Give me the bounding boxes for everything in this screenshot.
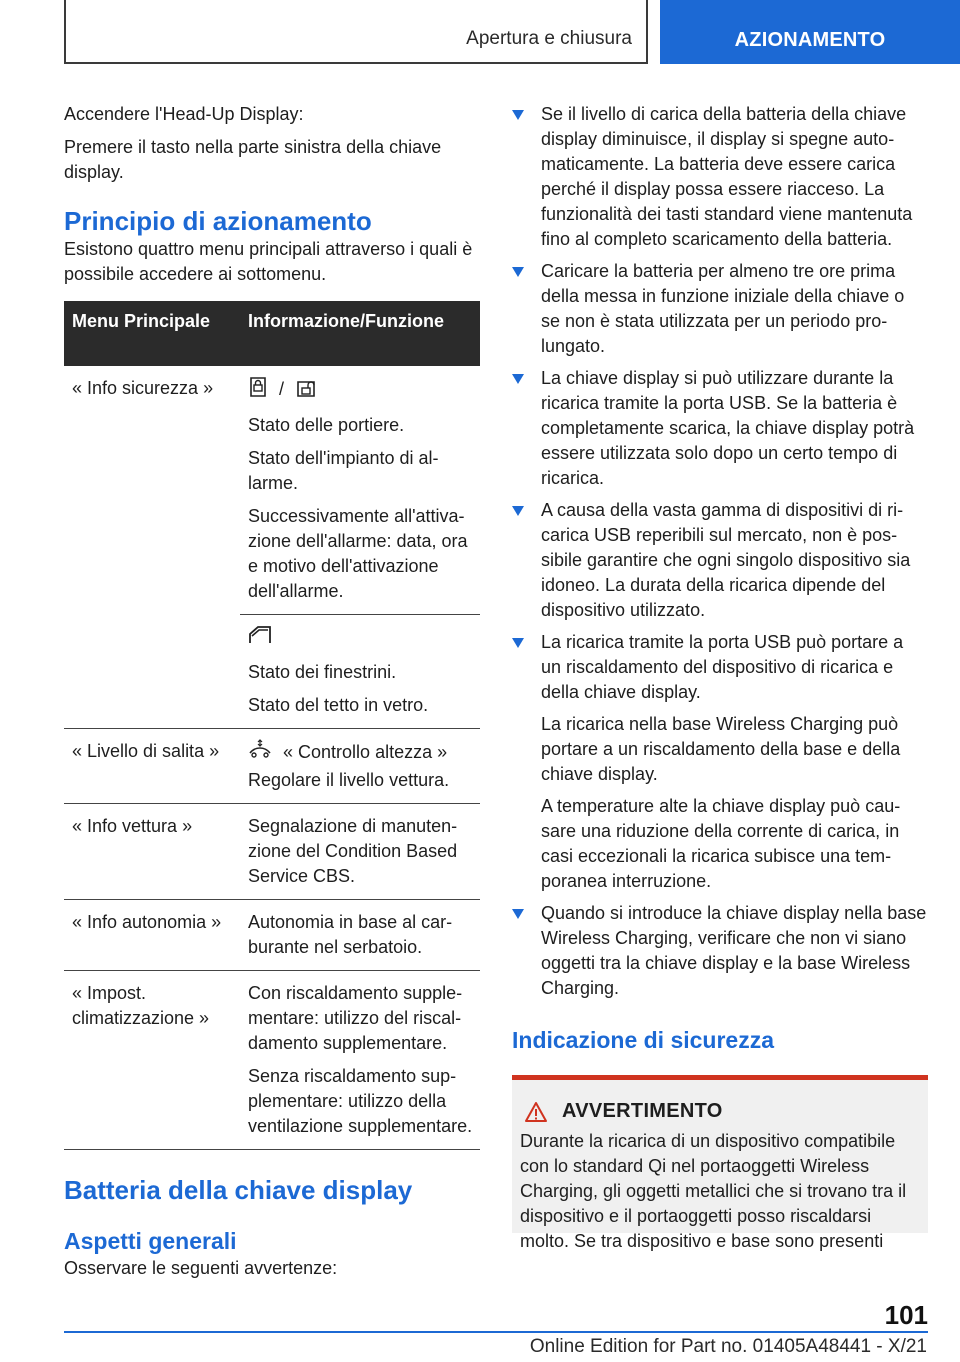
- warning-header: [520, 1100, 920, 1123]
- heading-batteria: Batteria della chiave display: [64, 1175, 413, 1205]
- list-item: [512, 102, 928, 252]
- list-item-text: Caricare la batteria per almeno tre ore prima della messa in funzione iniziale della chiave o se non è stata utilizzata per un periodo prolungato.: [541, 261, 905, 356]
- table-row: [64, 729, 480, 804]
- table-row: [64, 366, 480, 615]
- footer-edition: Online Edition for Part no. 01405A48441 - X/21: [529, 1336, 927, 1357]
- principio-text: Esistono quattro menu principali attraverso i quali è possibile accedere ai sottomenu.: [64, 239, 473, 284]
- door-open-icon: [295, 376, 321, 405]
- door-icons-line: [248, 376, 480, 405]
- section-title: Apertura e chiusura: [466, 28, 632, 49]
- bullet-triangle-icon: [512, 267, 524, 277]
- info-cell: Autonomia in base al carburante nel serbatoio.: [240, 900, 480, 971]
- intro-line-2: Premere il tasto nella parte sinistra della chiave display.: [64, 137, 442, 182]
- height-control-icon: [248, 739, 272, 768]
- menu-table: [64, 301, 480, 1150]
- heading-sicurezza: Indicazione di sicurezza: [512, 1027, 775, 1053]
- info-cell: [240, 366, 480, 615]
- heading-aspetti: Aspetti generali: [64, 1228, 237, 1254]
- left-column: [64, 102, 480, 1281]
- height-control-label: « Controllo altezza »: [283, 742, 448, 763]
- list-item-text: La chiave display si può utilizzare durante la ricarica tramite la porta USB. Se la batteria è completamente scarica, la chiave display potrà essere utilizzata solo dopo un certo tempo di ricarica.: [541, 368, 915, 488]
- info-cell: [240, 971, 480, 1150]
- table-row: [64, 900, 480, 971]
- header-section: [64, 0, 648, 64]
- list-item: [512, 901, 928, 1001]
- info-cell: [240, 729, 480, 804]
- aux-heating-info: Con riscaldamento supplementare: utilizzo del riscaldamento supplementare.: [248, 983, 463, 1053]
- height-control-desc: Regolare il livello vettura.: [248, 770, 450, 790]
- bullet-triangle-icon: [512, 638, 524, 648]
- bullet-triangle-icon: [512, 110, 524, 120]
- page-number: 101: [884, 1300, 928, 1330]
- window-icon: [248, 625, 272, 652]
- warning-box: [512, 1075, 928, 1251]
- table-row: [64, 971, 480, 1150]
- bullet-triangle-icon: [512, 374, 524, 384]
- bullet-triangle-icon: [512, 506, 524, 516]
- table-header-row: [64, 301, 480, 366]
- footer-divider: [64, 1331, 928, 1333]
- list-item-text: A causa della vasta gamma di dispositivi di ricarica USB reperibili sul mercato, non è possibile garantire che ogni singolo dispositivo sia idoneo. La durata della ricarica dipende del dispositivo utilizzato.: [541, 500, 911, 620]
- warning-text: Durante la ricarica di un dispositivo compatibile con lo standard Qi nel portaoggetti Wireless Charging, gli oggetti metallici che si trovano tra il dispositivo e il portaoggetti posso riscaldarsi molto. Se tra dispositivo e base sono presenti: [520, 1131, 907, 1251]
- list-item: [512, 259, 928, 359]
- windows-status: Stato dei finestrini.: [248, 662, 397, 682]
- right-column: [512, 102, 928, 1251]
- table-row: [64, 804, 480, 900]
- info-cell: Segnalazione di manutenzione del Condition Based Service CBS.: [240, 804, 480, 900]
- aux-ventilation-info: Senza riscaldamento supplementare: utilizzo della ventilazione supplementare.: [248, 1066, 473, 1136]
- list-item-text: La ricarica nella base Wireless Charging può portare a un riscaldamento della base e della chiave display.: [541, 714, 901, 784]
- roof-status: Stato del tetto in vetro.: [248, 695, 429, 715]
- warning-triangle-icon: [524, 1101, 548, 1123]
- alarm-status: Stato dell'impianto di allarme.: [248, 448, 439, 493]
- warnings-list: [512, 102, 928, 1001]
- list-item-text: Se il livello di carica della batteria della chiave display diminuisce, il display si spegne automaticamente. La batteria deve essere carica perché il display possa essere riacceso. La funzionalità dei tasti standard viene mantenuta fino al completo scaricamento della batteria.: [541, 104, 913, 249]
- col-header-info: Informazione/Funzione: [240, 301, 480, 366]
- list-item: [512, 630, 928, 894]
- list-item-text: La ricarica tramite la porta USB può portare a un riscaldamento del dispositivo di ricarica e della chiave display.: [541, 632, 904, 702]
- height-control-line: [248, 739, 480, 768]
- menu-cell: « Info sicurezza »: [64, 366, 240, 729]
- intro-line-1: Accendere l'Head-Up Display:: [64, 104, 304, 124]
- list-item-text: Quando si introduce la chiave display nella base Wireless Charging, verificare che non vi siano oggetti tra la chiave display e la base Wireless Charging.: [541, 903, 927, 998]
- door-closed-icon: [248, 376, 268, 405]
- tab-label: AZIONAMENTO: [734, 29, 886, 51]
- menu-cell: « Info autonomia »: [64, 900, 240, 971]
- menu-cell: « Info vettura »: [64, 804, 240, 900]
- menu-cell: « Impost. climatizzazione »: [64, 971, 240, 1150]
- warning-title: AVVERTIMENTO: [562, 1100, 723, 1122]
- list-item-text: A temperature alte la chiave display può causare una riduzione della corrente di carica, in casi eccezionali la ricarica subisce una temporanea interruzione.: [541, 796, 901, 891]
- heading-principio: Principio di azionamento: [64, 206, 372, 236]
- icon-separator: /: [279, 379, 285, 400]
- menu-cell: « Livello di salita »: [64, 729, 240, 804]
- header-tab[interactable]: [660, 0, 960, 64]
- bullet-triangle-icon: [512, 909, 524, 919]
- doors-status: Stato delle portiere.: [248, 415, 405, 435]
- col-header-menu: Menu Principale: [64, 301, 240, 366]
- info-cell: [240, 615, 480, 729]
- list-item: [512, 366, 928, 491]
- alarm-trigger-info: Successivamente all'attivazione dell'allarme: data, ora e motivo dell'attivazione dell'allarme.: [248, 506, 468, 601]
- aspetti-text: Osservare le seguenti avvertenze:: [64, 1258, 338, 1278]
- window-icon-line: [248, 625, 480, 652]
- list-item: [512, 498, 928, 623]
